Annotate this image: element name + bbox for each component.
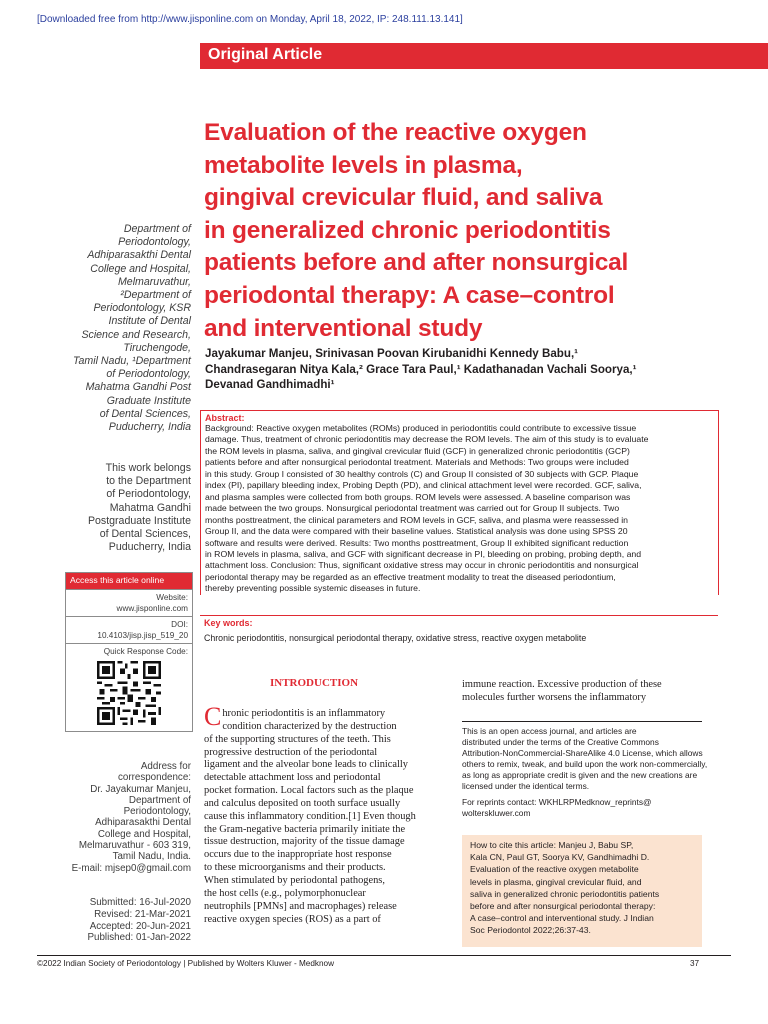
affiliation-line: Periodontology, KSR [93,302,191,315]
abstract-line: the ROM levels in plasma, saliva, and gingival crevicular fluid (GCF) in generalized chronic periodontitis (GCP) [205,445,630,456]
access-header: Access this article online [66,573,192,589]
body-line: the Gram-negative bacteria primarily initiate the [204,823,406,835]
affiliation-line: of Periodontology, [106,368,191,381]
oa-line: as long as appropriate credit is given and the new creations are [462,769,698,780]
footer-divider [37,955,731,956]
drop-cap: C [204,702,222,731]
affiliation-line: Mahatma Gandhi Post [85,381,191,394]
website-link[interactable]: www.jisponline.com [116,604,188,613]
download-notice[interactable]: [Downloaded free from http://www.jisponline.com on Monday, April 18, 2022, IP: 248.111.13.141] [37,14,463,25]
address-line: correspondence: [118,772,191,784]
abstract-line: and plasma samples were collected from both groups. ROM levels were assessed. A baseline comparison was [205,491,631,502]
cite-line: A case–control and interventional study. J Indian [470,913,654,924]
affiliation-line: Graduate Institute [106,394,191,407]
article-title [204,117,744,345]
abstract-line: periodontal therapy may be regarded as an effective treatment modality to treat the diseased periodontium, [205,571,616,582]
body-line: neutrophils [PMNs] and macrophages) release [204,900,397,912]
affiliation-line: ²Department of [120,289,191,302]
body-line: tissue destruction, majority of the tissue damage [204,836,405,848]
title-line: patients before and after nonsurgical [204,249,629,277]
body-line: cause this inflammatory condition.[1] Even though [204,810,416,822]
abstract-line: index (PI), papillary bleeding index, Probing Depth (PD), and clinical attachment level were recorded. GCF, saliva, [205,480,642,491]
author-line: Devanad Gandhimadhi¹ [205,378,335,391]
abstract-line: Group II, and the data were compared with their baseline values. Statistical analysis was done using SPSS 20 [205,526,628,537]
work-belongs-note [40,462,191,554]
oa-line: others to remix, tweak, and build upon the work non-commercially, [462,758,708,769]
accepted-date: Accepted: 20-Jun-2021 [89,920,191,932]
body-line: progressive destruction of the periodontal [204,746,378,758]
body-line: the host cells (e.g., polymorphonuclear [204,887,366,899]
cite-line: Evaluation of the reactive oxygen metabolite [470,864,639,875]
affiliation-line: Melmaruvathur, [117,275,191,288]
cite-line: Soc Periodontol 2022;26:37-43. [470,925,591,936]
title-line: Evaluation of the reactive oxygen [204,119,587,146]
address-line: Periodontology, [123,806,191,818]
qr-row [66,643,192,731]
abstract-line: software and results were derived. Results: Two months posttreatment, Group II exhibited significant reduction [205,537,629,548]
cite-line: saliva in generalized chronic periodontitis patients [470,888,660,899]
affiliation-line: Tamil Nadu, ¹Department [73,355,191,368]
cite-text [470,839,659,937]
body-line: immune reaction. Excessive production of these [462,679,662,690]
body-line: condition characterized by the destruction [222,720,397,732]
body-line: to these microorganisms and their products. [204,862,386,874]
author-line: Chandrasegaran Nitya Kala,² Grace Tara Paul,¹ Kadathanadan Vachali Soorya,¹ [205,362,637,376]
access-article-box [65,572,193,732]
keywords-text: Chronic periodontitis, nonsurgical periodontal therapy, oxidative stress, reactive oxygen metabolite [204,633,587,643]
body-line: ligament and the alveolar bone leads to clinically [204,759,408,771]
revised-date: Revised: 21-Mar-2021 [94,908,191,920]
address-line: Melmaruvathur - 603 319, [78,840,191,852]
belongs-line: Postgraduate Institute [87,514,191,527]
abstract-line: months posttreatment, the clinical parameters and ROM levels in GCF, saliva, and plasma were reassessed in [205,514,628,525]
title-line: in generalized chronic periodontitis [204,216,611,244]
body-column-left [204,702,441,926]
affiliation-line: College and Hospital, [90,262,191,275]
cite-line: Kala CN, Paul GT, Soorya KV, Gandhimadhi D. [470,852,650,863]
abstract-line: in ROM levels in plasma, saliva, and GCF with significant decrease in PI, bleeding on probing, probing depth, and [205,548,642,559]
abstract-line: attachment loss. Conclusion: Thus, significant oxidative stress may occur in chronic periodontitis and nonsurgical [205,560,639,571]
reprint-line[interactable]: For reprints contact: WKHLRPMedknow_reprints@ [462,797,652,807]
page-number: 37 [690,959,700,968]
reprint-contact [462,797,702,819]
body-line: occurs due to the inappropriate host response [204,849,392,861]
affiliation-line: Department of [123,223,191,235]
title-line: and interventional study [204,314,483,342]
affiliation-line: Periodontology, [118,236,191,249]
title-line: periodontal therapy: A case–control [204,281,615,309]
qr-label: Quick Response Code: [103,647,188,656]
cite-line: before and after nonsurgical periodontal therapy: [470,901,656,912]
address-line: Department of [128,794,191,806]
introduction-heading: INTRODUCTION [270,677,359,689]
reprint-line[interactable]: wolterskluwer.com [462,807,531,818]
belongs-line: to the Department [106,475,191,488]
address-line: Adhiparasakthi Dental [95,817,191,829]
keywords-divider [200,615,718,616]
cite-line: levels in plasma, gingival crevicular fluid, and [470,876,642,887]
footer-copyright: ©2022 Indian Society of Periodontology | Published by Wolters Kluwer - Medknow [37,959,335,968]
doi-row [66,616,192,643]
body-line: and calculus deposited on tooth surface usually [204,797,401,809]
belongs-line: Puducherry, India [108,541,191,554]
body-column-right [462,678,702,704]
body-line: of the supporting structures of the teeth. This [204,733,391,745]
belongs-line: This work belongs [105,462,191,474]
address-line: College and Hospital, [97,828,191,840]
article-dates [40,897,191,944]
title-line: gingival crevicular fluid, and saliva [204,184,603,212]
website-label: Website: [156,593,188,602]
affiliation-line: Tiruchengode, [123,341,191,354]
abstract-line: made between the two groups. Nonsurgical periodontal treatment was carried out for Group II subjects. Two [205,503,620,514]
correspondence-address [40,761,191,874]
affiliation-line: of Dental Sciences, [99,407,191,420]
address-line: Tamil Nadu, India. [112,851,191,863]
belongs-line: of Dental Sciences, [99,528,191,541]
open-access-divider [462,721,702,722]
title-line: metabolite levels in plasma, [204,151,523,179]
oa-line: distributed under the terms of the Creative Commons [462,736,659,747]
open-access-notice [462,726,708,791]
website-row [66,589,192,616]
doi-link[interactable]: 10.4103/jisp.jisp_519_20 [97,631,188,640]
abstract-line: patients before and after nonsurgical periodontal treatment. Materials and Methods: Two groups were included [205,457,629,468]
affiliation-line: Puducherry, India [108,421,191,434]
abstract-line: thereby preventing possible systemic diseases in future. [205,583,421,594]
intro-first-text: hronic periodontitis is an inflammatory [222,708,386,719]
author-list [205,346,725,393]
submitted-date: Submitted: 16-Jul-2020 [89,897,191,908]
affiliation-line: Adhiparasakthi Dental [87,249,191,262]
affiliations [40,223,191,434]
belongs-line: Mahatma Gandhi [109,501,191,514]
abstract-heading: Abstract: [205,413,245,423]
address-line: Dr. Jayakumar Manjeu, [90,783,191,795]
author-line: Jayakumar Manjeu, Srinivasan Poovan Kirubanidhi Kennedy Babu,¹ [205,347,579,360]
address-line: Address for [140,761,191,772]
abstract-box [200,410,719,595]
cite-line: How to cite this article: Manjeu J, Babu SP, [470,840,634,850]
oa-line: This is an open access journal, and articles are [462,726,637,736]
belongs-line: of Periodontology, [106,488,191,501]
how-to-cite-box [462,835,702,947]
body-line: When stimulated by periodontal pathogens, [204,874,385,886]
abstract-text [205,423,714,595]
qr-code-icon[interactable] [97,661,161,725]
email-line[interactable]: E-mail: mjsep0@gmail.com [71,862,191,874]
abstract-line: Background: Reactive oxygen metabolites (ROMs) produced in periodontitis could contribute to excessive tissue [205,423,637,433]
oa-line: licensed under the identical terms. [462,780,590,791]
body-line: reactive oxygen species (ROS) as a part of [204,913,381,925]
keywords-heading: Key words: [204,618,253,628]
body-line: molecules further worsens the inflammatory [462,692,647,703]
article-type-label: Original Article [208,46,323,63]
abstract-line: in this study. Group I consisted of 30 healthy controls (C) and Group II consisted of 30 subjects with GCP. Plaque [205,468,639,479]
body-line: detectable attachment loss and periodontal [204,772,381,784]
published-date: Published: 01-Jan-2022 [87,932,191,944]
article-type-banner [200,43,768,69]
affiliation-line: Science and Research, [81,328,191,341]
oa-line: Attribution-NonCommercial-ShareAlike 4.0 License, which allows [462,747,703,758]
body-line: pocket formation. Local factors such as the plaque [204,785,414,797]
doi-label: DOI: [171,620,188,629]
affiliation-line: Institute of Dental [108,315,191,328]
abstract-line: damage. Thus, treatment of chronic periodontitis may decrease the ROM levels. The aim of this study is to evaluate [205,434,649,445]
